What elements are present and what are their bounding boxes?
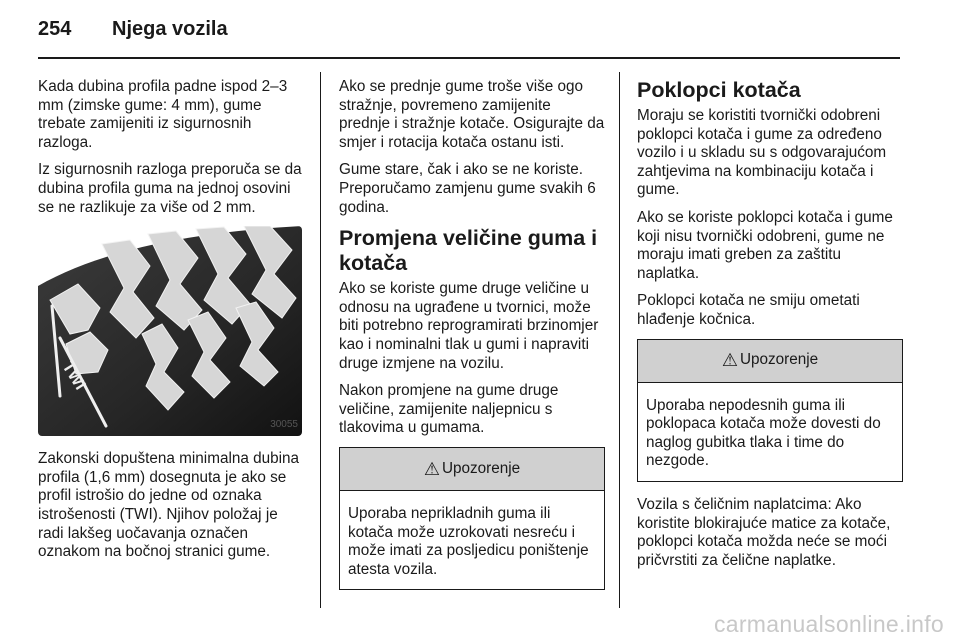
section-heading: Promjena veličine guma i kotača (339, 226, 598, 276)
warning-text: Uporaba nepodesnih guma ili poklopaca kotača može dovesti do naglog gubitka tlaka i time do nezgode. (646, 396, 881, 470)
tire-tread-figure (38, 226, 302, 436)
paragraph: Gume stare, čak i ako se ne koriste. Preporučamo zamjenu gume svakih 6 godina. (339, 161, 596, 216)
warning-box (339, 447, 605, 590)
warning-icon: ⚠ (423, 458, 440, 479)
figure-number: 30055 (270, 418, 298, 430)
warning-title: Upozorenje (441, 459, 521, 477)
column-divider-1 (320, 72, 321, 608)
paragraph: Ako se prednje gume troše više ogo stražnje, povremeno zamijenite prednje i stražnje kotače. Osigurajte da smjer i rotacija kotača ostanu isti. (339, 78, 605, 151)
paragraph: Ako se koriste gume druge veličine u odnosu na ugrađene u tvornici, može biti potrebno reprogramirati brzinomjer kao i nominalni tlak u gumi i napraviti druge izmjene na vozilu. (339, 280, 599, 372)
paragraph: Vozila s čeličnim naplatcima: Ako koristite blokirajuće matice za kotače, poklopci kotača možda neće se moći pričvrstiti za čelične naplatke. (637, 495, 891, 569)
section-heading: Poklopci kotača (637, 78, 801, 102)
watermark: carmanualsonline.info (713, 611, 944, 637)
warning-box (637, 339, 903, 482)
twi-mark-label: TWI (58, 359, 89, 394)
warning-header (340, 448, 604, 491)
header-rule (38, 57, 900, 59)
column-2 (339, 78, 605, 604)
warning-title: Upozorenje (739, 351, 819, 369)
paragraph: Iz sigurnosnih razloga preporuča se da dubina profila guma na jednoj osovini se ne razlikuje za više od 2 mm. (38, 161, 302, 216)
warning-text: Uporaba neprikladnih guma ili kotača može uzrokovati nesreću i može imati za posljedicu poništenje atesta vozila. (348, 504, 589, 578)
tire-tread-illustration (38, 226, 302, 436)
paragraph: Kada dubina profila padne ispod 2–3 mm (zimske gume: 4 mm), gume trebate zamijeniti iz sigurnosnih razloga. (38, 78, 288, 151)
section-title: Njega vozila (112, 18, 228, 40)
paragraph: Moraju se koristiti tvornički odobreni poklopci kotača i gume za određeno vozilo i u skladu su s odgovarajućom zahtjevima na kombinaciju kotača i gume. (637, 107, 887, 199)
warning-icon: ⚠ (721, 350, 738, 371)
column-1 (38, 78, 306, 571)
paragraph: Zakonski dopuštena minimalna dubina profila (1,6 mm) dosegnuta je ako se profil istrošio do jedne od oznaka istrošenosti (TWI). Njihov položaj je radi lakšeg uočavanja označen oznakom na bočnoj stranici gume. (38, 450, 300, 561)
paragraph: Nakon promjene na gume druge veličine, zamijenite naljepnicu s tlakovima u gumama. (339, 382, 559, 437)
page-number: 254 (38, 18, 72, 40)
paragraph: Ako se koriste poklopci kotača i gume koji nisu tvornički odobreni, gume ne moraju imati greben za zaštitu naplatka. (637, 208, 893, 282)
column-divider-2 (619, 72, 620, 608)
column-3 (637, 78, 903, 579)
warning-header (638, 340, 902, 383)
paragraph: Poklopci kotača ne smiju ometati hlađenje kočnica. (637, 292, 860, 328)
